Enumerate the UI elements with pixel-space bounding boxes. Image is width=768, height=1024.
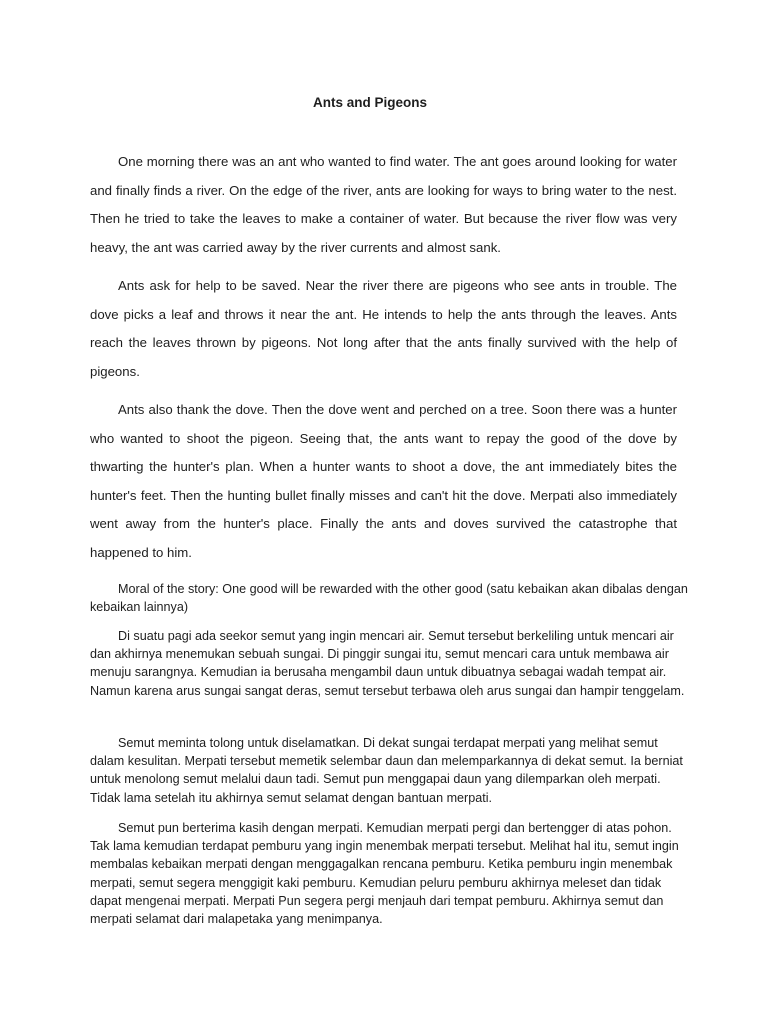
- indonesian-paragraph-2: Semut meminta tolong untuk diselamatkan. Di dekat sungai terdapat merpati yang melihat semut dalam kesulitan. Merpati tersebut memetik selembar daun dan melemparkannya di dekat semut. Ia berniat untuk menolong semut melalui daun tadi. Semut pun menggapai daun yang dilemparkan oleh merpati. Tidak lama setelah itu akhirnya semut selamat dengan bantuan merpati.: [90, 736, 683, 805]
- english-paragraph-2: Ants ask for help to be saved. Near the river there are pigeons who see ants in trouble. The dove picks a leaf and throws it near the ant. He intends to help the ants through the leaves. Ants reach the leaves thrown by pigeons. Not long after that the ants finally survived with the help of pigeons.: [90, 278, 677, 379]
- moral-of-story: Moral of the story: One good will be rewarded with the other good (satu kebaikan akan dibalas dengan kebaikan lainnya): [90, 582, 688, 615]
- indonesian-paragraph-1: Di suatu pagi ada seekor semut yang ingin mencari air. Semut tersebut berkeliling untuk mencari air dan akhirnya menemukan sebuah sungai. Di pinggir sungai itu, semut mencari cara untuk membawa air menuju sarangnya. Kemudian ia berusaha mengambil daun untuk dibuatnya sebagai wadah tempat air. Namun karena arus sungai sangat deras, semut tersebut terbawa oleh arus sungai dan hampir tenggelam.: [90, 629, 685, 698]
- document-title: Ants and Pigeons: [312, 95, 427, 110]
- english-paragraph-3: Ants also thank the dove. Then the dove went and perched on a tree. Soon there was a hunter who wanted to shoot the pigeon. Seeing that, the ants want to repay the good of the dove by thwarting the hunter's plan. When a hunter wants to shoot a dove, the ant immediately bites the hunter's feet. Then the hunting bullet finally misses and can't hit the dove. Merpati also immediately went away from the hunter's place. Finally the ants and doves survived the catastrophe that happened to him.: [90, 402, 677, 560]
- indonesian-paragraph-3: Semut pun berterima kasih dengan merpati. Kemudian merpati pergi dan bertengger di atas pohon. Tak lama kemudian terdapat pemburu yang ingin menembak merpati tersebut. Melihat hal itu, semut ingin membalas kebaikan merpati dengan menggagalkan rencana pemburu. Ketika pemburu ingin menembak merpati, semut segera menggigit kaki pemburu. Kemudian peluru pemburu akhirnya meleset dan tidak dapat mengenai merpati. Merpati Pun segera pergi menjauh dari tempat pemburu. Akhirnya semut dan merpati selamat dari malapetaka yang menimpanya.: [90, 821, 679, 927]
- english-paragraph-1: One morning there was an ant who wanted to find water. The ant goes around looking for water and finally finds a river. On the edge of the river, ants are looking for ways to bring water to the nest. Then he tried to take the leaves to make a container of water. But because the river flow was very heavy, the ant was carried away by the river currents and almost sank.: [90, 154, 677, 255]
